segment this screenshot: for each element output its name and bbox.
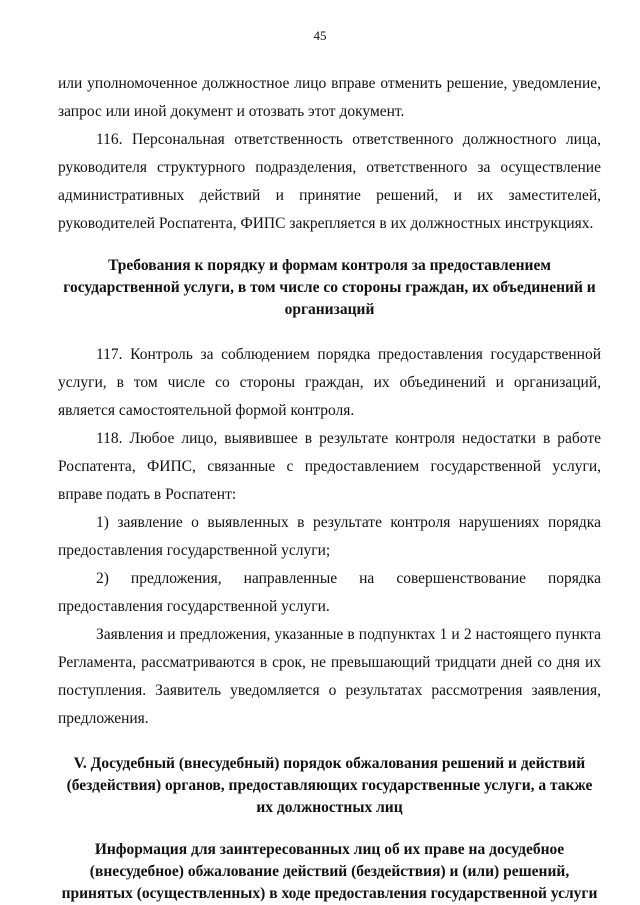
paragraph-continuation: или уполномоченное должностное лицо вправе отменить решение, уведомление, запрос или иной документ и отозвать этот документ. [58,75,601,120]
heading-appeal-information: Информация для заинтересованных лиц об их праве на досудебное (внесудебное) обжалование действий (бездействия) и (или) решений, принятых (осуществленных) в ходе предоставления государственной услуги [61,841,598,902]
paragraph-118: 118. Любое лицо, выявившее в результате контроля недостатки в работе Роспатента, ФИПС, связанные с предоставлением государственной услуги, вправе подать в Роспатент: [58,430,601,503]
heading-section-v: V. Досудебный (внесудебный) порядок обжалования решений и действий (бездействия) органов, предоставляющих государственные услуги, а также их должностных лиц [66,755,593,816]
list-item-1: 1) заявление о выявленных в результате контроля нарушениях порядка предоставления государственной услуги; [58,514,601,559]
heading-control-requirements: Требования к порядку и формам контроля за предоставлением государственной услуги, в том числе со стороны граждан, их объединений и организаций [63,257,596,318]
document-body [58,70,601,905]
paragraph-statements: Заявления и предложения, указанные в подпунктах 1 и 2 настоящего пункта Регламента, рассматриваются в срок, не превышающий тридцати дней со дня их поступления. Заявитель уведомляется о результатах рассмотрения заявления, предложения. [58,626,601,727]
list-item-2: 2) предложения, направленные на совершенствование порядка предоставления государственной услуги. [58,570,601,615]
paragraph-117: 117. Контроль за соблюдением порядка предоставления государственной услуги, в том числе со стороны граждан, их объединений и организаций, является самостоятельной формой контроля. [58,346,601,419]
page-number: 45 [313,28,327,43]
paragraph-116: 116. Персональная ответственность ответственного должностного лица, руководителя структурного подразделения, ответственного за осуществление административных действий и принятие решений, и их заместителей, руководителей Роспатента, ФИПС закрепляется в их должностных инструкциях. [58,131,601,232]
